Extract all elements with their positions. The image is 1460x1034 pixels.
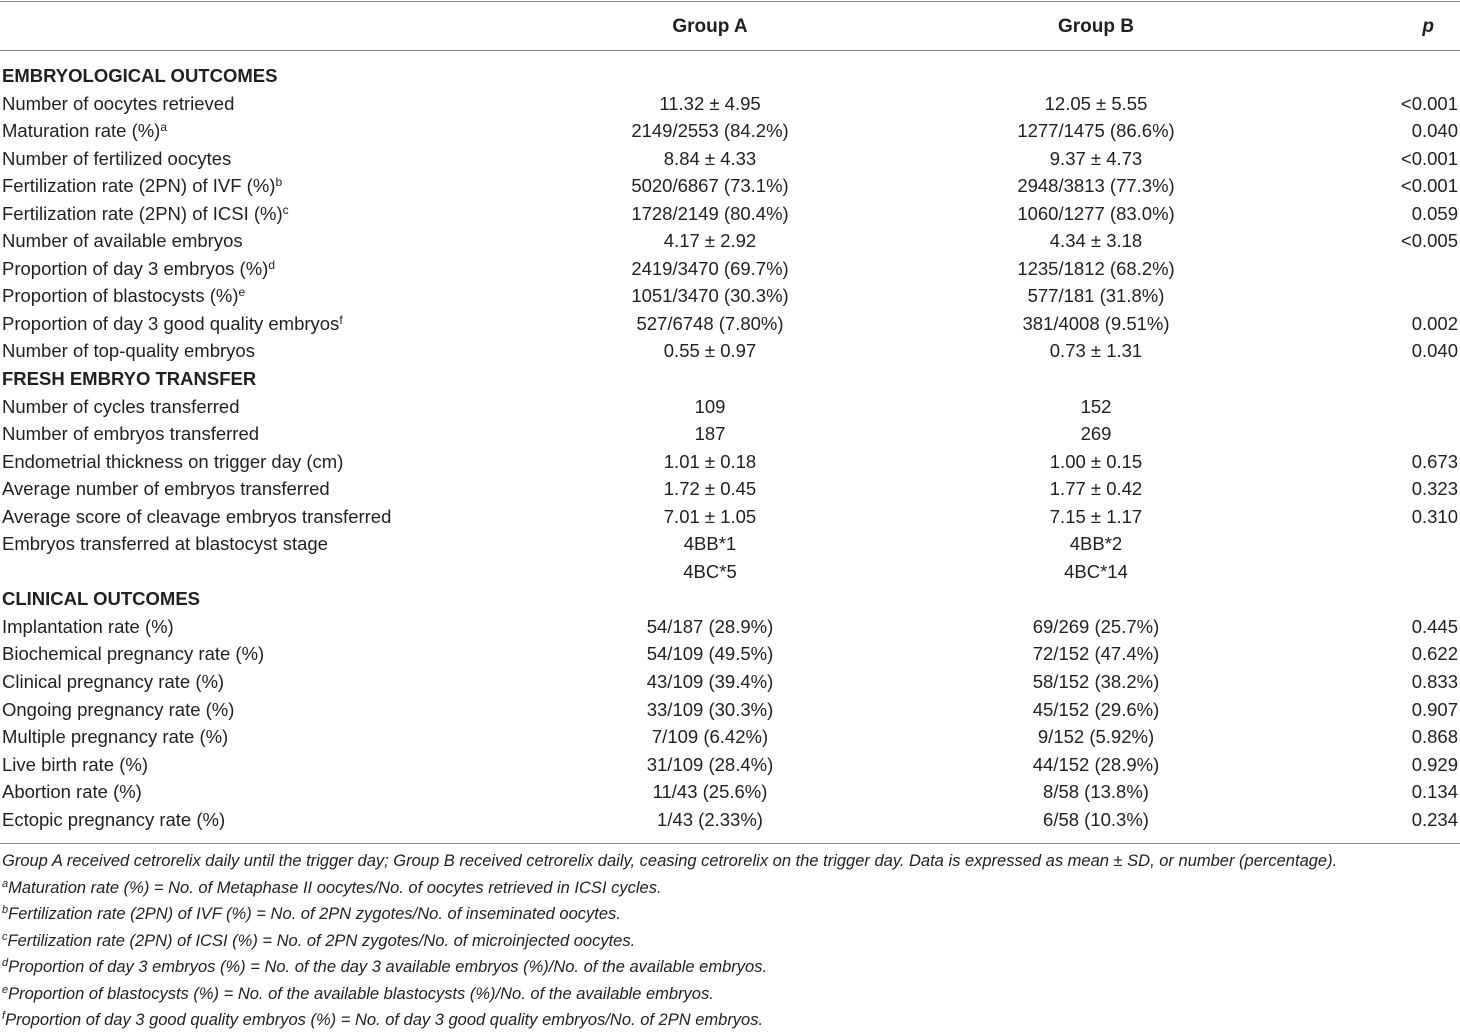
cell-group-b: 58/152 (38.2%) xyxy=(1032,671,1160,693)
table-row xyxy=(0,668,1460,696)
footnote-marker: d xyxy=(268,257,275,272)
cell-p-value: <0.001 xyxy=(1400,92,1458,114)
cell-group-a: 4BC*5 xyxy=(683,560,737,582)
row-label xyxy=(2,778,142,806)
table-row xyxy=(0,172,1460,200)
table-body xyxy=(0,62,1460,833)
cell-p-value: 0.002 xyxy=(1411,312,1458,334)
table-row xyxy=(0,393,1460,421)
cell-group-a: 527/6748 (7.80%) xyxy=(636,312,784,334)
row-label xyxy=(2,475,330,503)
footnote-text: Proportion of day 3 good quality embryos (%) = No. of day 3 good quality embryos/No. of 2PN embryos. xyxy=(5,1011,764,1029)
table-row xyxy=(0,117,1460,145)
footnote-text: Proportion of blastocysts (%) = No. of the available blastocysts (%)/No. of the available embryos. xyxy=(8,984,714,1003)
row-label-text: Endometrial thickness on trigger day (cm) xyxy=(2,450,344,472)
cell-p-value: <0.001 xyxy=(1400,147,1458,169)
row-label xyxy=(2,172,282,200)
cell-group-b: 9.37 ± 4.73 xyxy=(1049,147,1143,169)
table-row xyxy=(0,310,1460,338)
footnote-marker: a xyxy=(160,120,168,135)
cell-group-b: 381/4008 (9.51%) xyxy=(1022,312,1170,334)
column-header-p-value: p xyxy=(1422,16,1434,37)
row-label xyxy=(2,448,343,476)
cell-group-a: 1.72 ± 0.45 xyxy=(663,478,757,500)
cell-p-value: 0.040 xyxy=(1411,120,1458,142)
section-heading-row xyxy=(0,62,1460,90)
row-label-text: Ongoing pregnancy rate (%) xyxy=(2,698,235,720)
row-label-text: Number of oocytes retrieved xyxy=(2,92,235,114)
cell-group-b: 1235/1812 (68.2%) xyxy=(1017,257,1175,279)
cell-group-b: 72/152 (47.4%) xyxy=(1032,643,1160,665)
cell-p-value: <0.005 xyxy=(1400,230,1458,252)
table-column-header xyxy=(0,0,1460,50)
footnote-marker: b xyxy=(2,904,9,916)
cell-p-value: 0.907 xyxy=(1411,698,1458,720)
row-label-text: Maturation rate (%) xyxy=(2,120,161,142)
cell-group-a: 1.01 ± 0.18 xyxy=(663,450,757,472)
cell-group-a: 11/43 (25.6%) xyxy=(652,781,768,803)
cell-group-b: 69/269 (25.7%) xyxy=(1032,615,1160,637)
cell-group-b: 0.73 ± 1.31 xyxy=(1049,340,1143,362)
cell-p-value: 0.323 xyxy=(1411,478,1458,500)
footnote-text: Proportion of day 3 embryos (%) = No. of the day 3 available embryos (%)/No. of the available embryos. xyxy=(8,958,768,976)
cell-group-a: 109 xyxy=(694,395,726,417)
row-label xyxy=(2,337,255,365)
table-row xyxy=(0,751,1460,779)
cell-p-value: <0.001 xyxy=(1400,175,1458,197)
cell-group-b: 44/152 (28.9%) xyxy=(1032,753,1160,775)
table-row xyxy=(0,696,1460,724)
cell-group-a: 33/109 (30.3%) xyxy=(646,698,774,720)
cell-group-a: 1/43 (2.33%) xyxy=(657,808,763,830)
cell-p-value: 0.868 xyxy=(1411,726,1458,748)
table-row xyxy=(0,778,1460,806)
row-label-text: EMBRYOLOGICAL OUTCOMES xyxy=(2,65,278,86)
table-row xyxy=(0,806,1460,834)
row-label xyxy=(2,282,245,310)
cell-p-value: 0.040 xyxy=(1411,340,1458,362)
cell-p-value: 0.234 xyxy=(1411,808,1458,830)
row-label-text: Fertilization rate (2PN) of IVF (%) xyxy=(2,175,276,197)
cell-group-a: 7/109 (6.42%) xyxy=(651,726,769,748)
cell-group-b: 1.77 ± 0.42 xyxy=(1049,478,1143,500)
footnote-marker: e xyxy=(2,983,9,996)
column-header-group-a: Group A xyxy=(672,16,748,37)
table-row xyxy=(0,530,1460,558)
cell-group-b: 7.15 ± 1.17 xyxy=(1049,505,1143,527)
row-label-text: Ectopic pregnancy rate (%) xyxy=(2,808,226,830)
row-label-text: Proportion of day 3 good quality embryos xyxy=(2,312,340,334)
cell-group-a: 5020/6867 (73.1%) xyxy=(631,175,789,197)
footnote xyxy=(2,848,1460,875)
cell-group-a: 31/109 (28.4%) xyxy=(646,753,774,775)
cell-group-b: 12.05 ± 5.55 xyxy=(1044,92,1148,114)
footnote-marker: f xyxy=(339,312,343,327)
row-label-text: Implantation rate (%) xyxy=(2,615,174,637)
footnote-marker: b xyxy=(275,175,283,190)
row-label-text: Live birth rate (%) xyxy=(2,753,148,775)
cell-p-value: 0.445 xyxy=(1411,615,1458,637)
cell-group-a: 54/109 (49.5%) xyxy=(646,643,774,665)
row-label-text: Proportion of day 3 embryos (%) xyxy=(2,257,269,279)
table-row xyxy=(0,90,1460,118)
cell-p-value: 0.833 xyxy=(1411,671,1458,693)
cell-group-b: 1060/1277 (83.0%) xyxy=(1017,202,1175,224)
cell-group-b: 577/181 (31.8%) xyxy=(1027,285,1165,307)
cell-group-a: 1728/2149 (80.4%) xyxy=(631,202,789,224)
row-label xyxy=(2,723,228,751)
footnote xyxy=(2,1007,1460,1034)
row-label xyxy=(2,640,264,668)
table-row xyxy=(0,558,1460,586)
row-label-text: Clinical pregnancy rate (%) xyxy=(2,671,225,693)
row-label xyxy=(2,668,224,696)
row-label-text: Biochemical pregnancy rate (%) xyxy=(2,643,265,665)
footnote-marker: a xyxy=(2,877,9,890)
row-label-text: Number of available embryos xyxy=(2,230,243,252)
row-label xyxy=(2,393,240,421)
cell-group-a: 2419/3470 (69.7%) xyxy=(631,257,789,279)
cell-group-a: 8.84 ± 4.33 xyxy=(663,147,757,169)
footnote-marker: c xyxy=(282,202,289,217)
cell-group-b: 4BC*14 xyxy=(1064,560,1128,582)
cell-group-a: 4BB*1 xyxy=(683,533,737,555)
row-label xyxy=(2,503,391,531)
table-row xyxy=(0,475,1460,503)
footnote-marker: e xyxy=(238,285,246,300)
row-label xyxy=(2,806,225,834)
row-label-text: Embryos transferred at blastocyst stage xyxy=(2,533,328,555)
footnote-text: Group A received cetrorelix daily until the trigger day; Group B received cetrorelix daily, ceasing cetrorelix on the trigger day. Data is expressed as mean ± SD, or number (percentage). xyxy=(2,852,1338,870)
table-row xyxy=(0,503,1460,531)
row-label-text: Fertilization rate (2PN) of ICSI (%) xyxy=(2,202,283,224)
cell-group-b: 2948/3813 (77.3%) xyxy=(1017,175,1175,197)
row-label xyxy=(2,90,234,118)
table-row xyxy=(0,337,1460,365)
cell-p-value: 0.310 xyxy=(1411,505,1458,527)
table-bottom-rule xyxy=(0,843,1460,844)
table-row xyxy=(0,200,1460,228)
footnote-text: Fertilization rate (2PN) of ICSI (%) = No. of 2PN zygotes/No. of microinjected oocytes. xyxy=(7,931,636,950)
row-label-text: FRESH EMBRYO TRANSFER xyxy=(2,368,257,390)
cell-group-b: 269 xyxy=(1080,423,1112,445)
table-row xyxy=(0,420,1460,448)
table-row xyxy=(0,723,1460,751)
cell-p-value: 0.673 xyxy=(1411,450,1458,472)
footnote xyxy=(2,954,1460,981)
cell-p-value: 0.059 xyxy=(1411,202,1458,224)
table-row xyxy=(0,640,1460,668)
row-label xyxy=(2,696,234,724)
cell-group-b: 4BB*2 xyxy=(1069,533,1123,555)
table-row xyxy=(0,145,1460,173)
table-row xyxy=(0,227,1460,255)
row-label-text: CLINICAL OUTCOMES xyxy=(2,588,201,610)
cell-p-value: 0.622 xyxy=(1411,643,1458,665)
table-row xyxy=(0,282,1460,310)
column-header-group-b: Group B xyxy=(1058,16,1134,37)
footnote xyxy=(2,928,1460,955)
row-label-text: Abortion rate (%) xyxy=(2,781,142,803)
row-label xyxy=(2,255,275,283)
cell-group-b: 4.34 ± 3.18 xyxy=(1049,230,1143,252)
row-label xyxy=(2,117,167,145)
cell-group-a: 187 xyxy=(694,423,726,445)
row-label xyxy=(2,310,343,338)
footnote-marker: d xyxy=(2,957,9,969)
row-label xyxy=(2,613,174,641)
row-label xyxy=(2,145,231,173)
footnote-text: Maturation rate (%) = No. of Metaphase II oocytes/No. of oocytes retrieved in ICSI cycles. xyxy=(8,878,662,897)
section-heading xyxy=(2,365,256,393)
section-heading xyxy=(2,585,200,613)
section-heading xyxy=(2,62,277,90)
footnote-marker: f xyxy=(2,1010,6,1022)
cell-group-b: 9/152 (5.92%) xyxy=(1037,726,1155,748)
row-label xyxy=(2,751,148,779)
row-label xyxy=(2,420,259,448)
cell-group-b: 1.00 ± 0.15 xyxy=(1049,450,1143,472)
row-label xyxy=(2,227,243,255)
cell-group-b: 45/152 (29.6%) xyxy=(1032,698,1160,720)
table-header-rule xyxy=(0,50,1460,51)
row-label-text: Average number of embryos transferred xyxy=(2,478,330,500)
row-label-text: Number of top-quality embryos xyxy=(2,340,255,362)
row-label xyxy=(2,530,328,558)
cell-group-b: 1277/1475 (86.6%) xyxy=(1017,120,1175,142)
row-label-text: Average score of cleavage embryos transferred xyxy=(2,505,392,527)
cell-group-a: 0.55 ± 0.97 xyxy=(663,340,757,362)
cell-group-b: 152 xyxy=(1080,395,1112,417)
cell-group-a: 43/109 (39.4%) xyxy=(646,671,774,693)
cell-group-a: 2149/2553 (84.2%) xyxy=(631,120,789,142)
table-row xyxy=(0,448,1460,476)
row-label-text: Number of embryos transferred xyxy=(2,423,260,445)
footnote xyxy=(2,901,1460,928)
cell-group-a: 7.01 ± 1.05 xyxy=(663,505,757,527)
cell-group-b: 6/58 (10.3%) xyxy=(1043,808,1149,830)
footnote-text: Fertilization rate (2PN) of IVF (%) = No. of 2PN zygotes/No. of inseminated oocytes. xyxy=(8,905,621,923)
cell-group-a: 54/187 (28.9%) xyxy=(646,615,774,637)
row-label-text: Proportion of blastocysts (%) xyxy=(2,285,239,307)
row-label-text: Number of cycles transferred xyxy=(2,395,240,417)
row-label-text: Number of fertilized oocytes xyxy=(2,147,232,169)
footnote xyxy=(2,875,1460,902)
table-footnotes xyxy=(2,848,1460,1034)
table-row xyxy=(0,613,1460,641)
cell-group-b: 8/58 (13.8%) xyxy=(1043,781,1149,803)
section-heading-row xyxy=(0,585,1460,613)
footnote-marker: c xyxy=(2,930,8,943)
footnote xyxy=(2,981,1460,1008)
cell-group-a: 4.17 ± 2.92 xyxy=(663,230,757,252)
section-heading-row xyxy=(0,365,1460,393)
cell-group-a: 11.32 ± 4.95 xyxy=(659,92,761,114)
row-label-text: Multiple pregnancy rate (%) xyxy=(2,726,229,748)
cell-p-value: 0.929 xyxy=(1411,753,1458,775)
table-row xyxy=(0,255,1460,283)
cell-group-a: 1051/3470 (30.3%) xyxy=(631,285,789,307)
row-label xyxy=(2,200,289,228)
cell-p-value: 0.134 xyxy=(1411,781,1458,803)
